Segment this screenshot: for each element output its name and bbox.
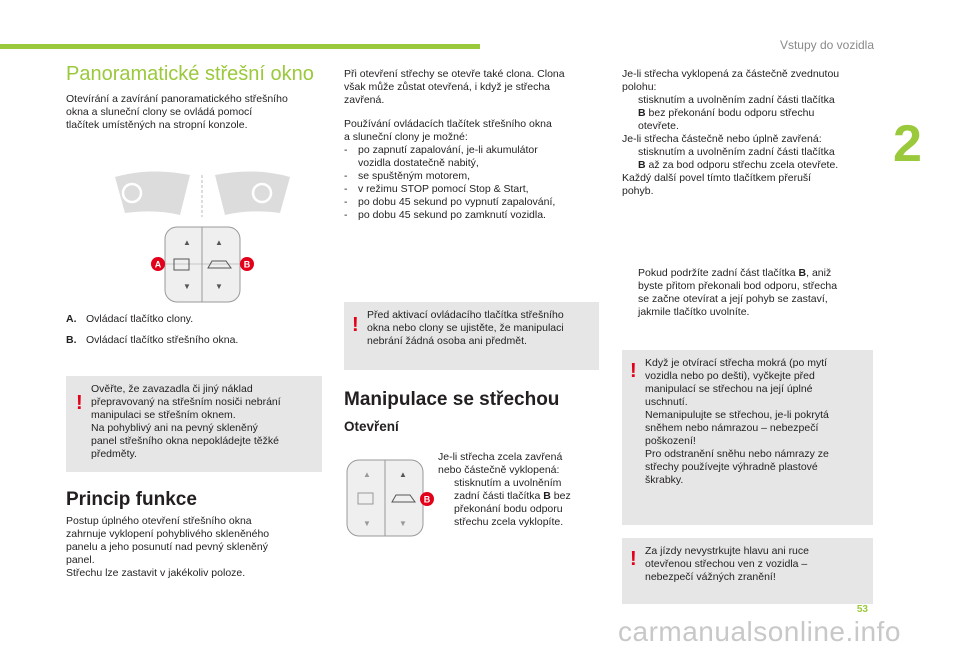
section-title: Vstupy do vozidla [779,38,874,52]
down-arrow-icon: ▼ [399,519,407,528]
page-title: Panoramatické střešní okno [66,63,314,85]
warning-icon: ! [630,548,637,570]
down-arrow-icon: ▼ [215,282,223,291]
manipulation-section [344,389,599,434]
chapter-number: 2 [893,115,922,173]
legend-item: A. Ovládací tlačítko clony. [66,313,194,325]
warning-text: Za jízdy nevystrkujte hlavu ani ruce otevřenou střechou ven z vozidla – nebezpečí vážných zranění! [645,545,809,583]
page-number: 53 [856,604,868,615]
warning-text: Když je otvírací střecha mokrá (po mytí vozidla nebo po dešti), vyčkejte před manipulací se střechou na její úplné uschnutí. Nemanipulujte se střechou, je-li pokrytá sněhem nebo námrazou – nebezpečí poškození! Pro odstranění sněhu nebo námrazy ze střechy používejte výhradně plastové škrabky. [645,357,829,486]
header-accent-bar [0,44,480,49]
list-item: - v režimu STOP pomocí Stop & Start, [344,183,529,195]
list-item: - se spuštěným motorem, [344,170,471,182]
warning-icon: ! [630,360,637,382]
watermark: carmanualsonline.info [618,616,901,647]
hold-instruction [622,267,877,319]
column-3: Je-li střecha vyklopená za částečně zvednutou polohu: stisknutím a uvolněním zadní části tlačítka B bez překonání bodu odporu střechu otevřete. Je-li střecha částečně nebo úplně zavřená: stisknutím a uvolněním zadní části tlačítka B až za bod odporu střechu zcela otevřete. Každý další povel tímto tlačítkem přeruší pohyb. [622,68,877,198]
warning-text: Ověřte, že zavazadla či jiný náklad přepravovaný na střešním nosiči nebrání manipulaci se střešním oknem. Na pohyblivý ani na pevný skleněný panel střešního okna nepokládejte těžké předměty. [91,383,281,460]
down-arrow-icon: ▼ [363,519,371,528]
section-heading: Manipulace se střechou [344,389,560,410]
roof-console-diagram [110,165,295,305]
list-item: stisknutím a uvolněním zadní části tlačítka B bez překonání bodu odporu střechu otevřete. [638,94,835,132]
list-item: - po dobu 45 sekund po zamknutí vozidla. [344,209,546,221]
list-item: Pokud podržíte zadní část tlačítka B, aniž byste přitom překonali bod odporu, střecha se začne otevírat a její pohyb se zastaví, jakmile tlačítko uvolníte. [638,267,838,318]
intro-text: Otevírání a zavírání panoramatického střešního okna a sluneční clony se ovládá pomocí tlačítek umístěných na stropní konzole. [66,93,288,131]
up-arrow-icon: ▲ [183,238,191,247]
open-instructions: Je-li střecha zcela zavřená nebo částečně vyklopená: stisknutím a uvolněním zadní části tlačítka B bez překonání bodu odporu střechu zcela vyklopíte. [438,451,603,529]
legend-item: B. Ovládací tlačítko střešního okna. [66,334,239,346]
list-item: - po dobu 45 sekund po vypnutí zapalování, [344,196,556,208]
subsection-heading: Otevření [344,419,399,434]
column-1 [66,63,326,132]
legend [66,313,326,347]
roof-button-diagram [343,458,435,538]
warning-icon: ! [76,392,83,414]
label-a-text: A [154,259,162,270]
list-item: stisknutím a uvolněním zadní části tlačítka B bez překonání bodu odporu střechu zcela vyklopíte. [454,477,571,528]
left-seat-illustration [115,171,190,215]
principle-section: Princip funkce Postup úplného otevření střešního okna zahrnuje vyklopení pohyblivého skleněného panelu a jeho posunutí nad pevný skleněný panel. Střechu lze zastavit v jakékoliv poloze. [66,493,326,580]
up-arrow-icon: ▲ [363,470,371,479]
warning-text: Před aktivací ovládacího tlačítka střešního okna nebo clony se ujistěte, že manipulaci nebrání žádná osoba ani předmět. [367,309,564,347]
list-item: - po zapnutí zapalování, je-li akumulátor vozidla dostatečně nabitý, [344,144,538,169]
warning-icon: ! [352,314,359,336]
label-b-text: B [423,494,431,505]
list-item: stisknutím a uvolněním zadní části tlačítka B až za bod odporu střechu zcela otevřete. [638,146,839,171]
section-heading: Princip funkce [66,489,197,510]
column-2: Při otevření střechy se otevře také clona. Clona však může zůstat otevřená, i když je střecha zavřená. Používání ovládacích tlačítek střešního okna a sluneční clony je možné: - po zapnutí zapalování, je-li akumulátor vozidla dostatečně nabitý, - se spuštěným motorem, - v režimu STOP pomocí Stop & Start, - po dobu 45 sekund po vypnutí zapalování, - po dobu 45 sekund po zamknutí vozidla. [344,68,599,222]
down-arrow-icon: ▼ [183,282,191,291]
up-arrow-icon: ▲ [399,470,407,479]
up-arrow-icon: ▲ [215,238,223,247]
label-b-text: B [243,259,251,270]
